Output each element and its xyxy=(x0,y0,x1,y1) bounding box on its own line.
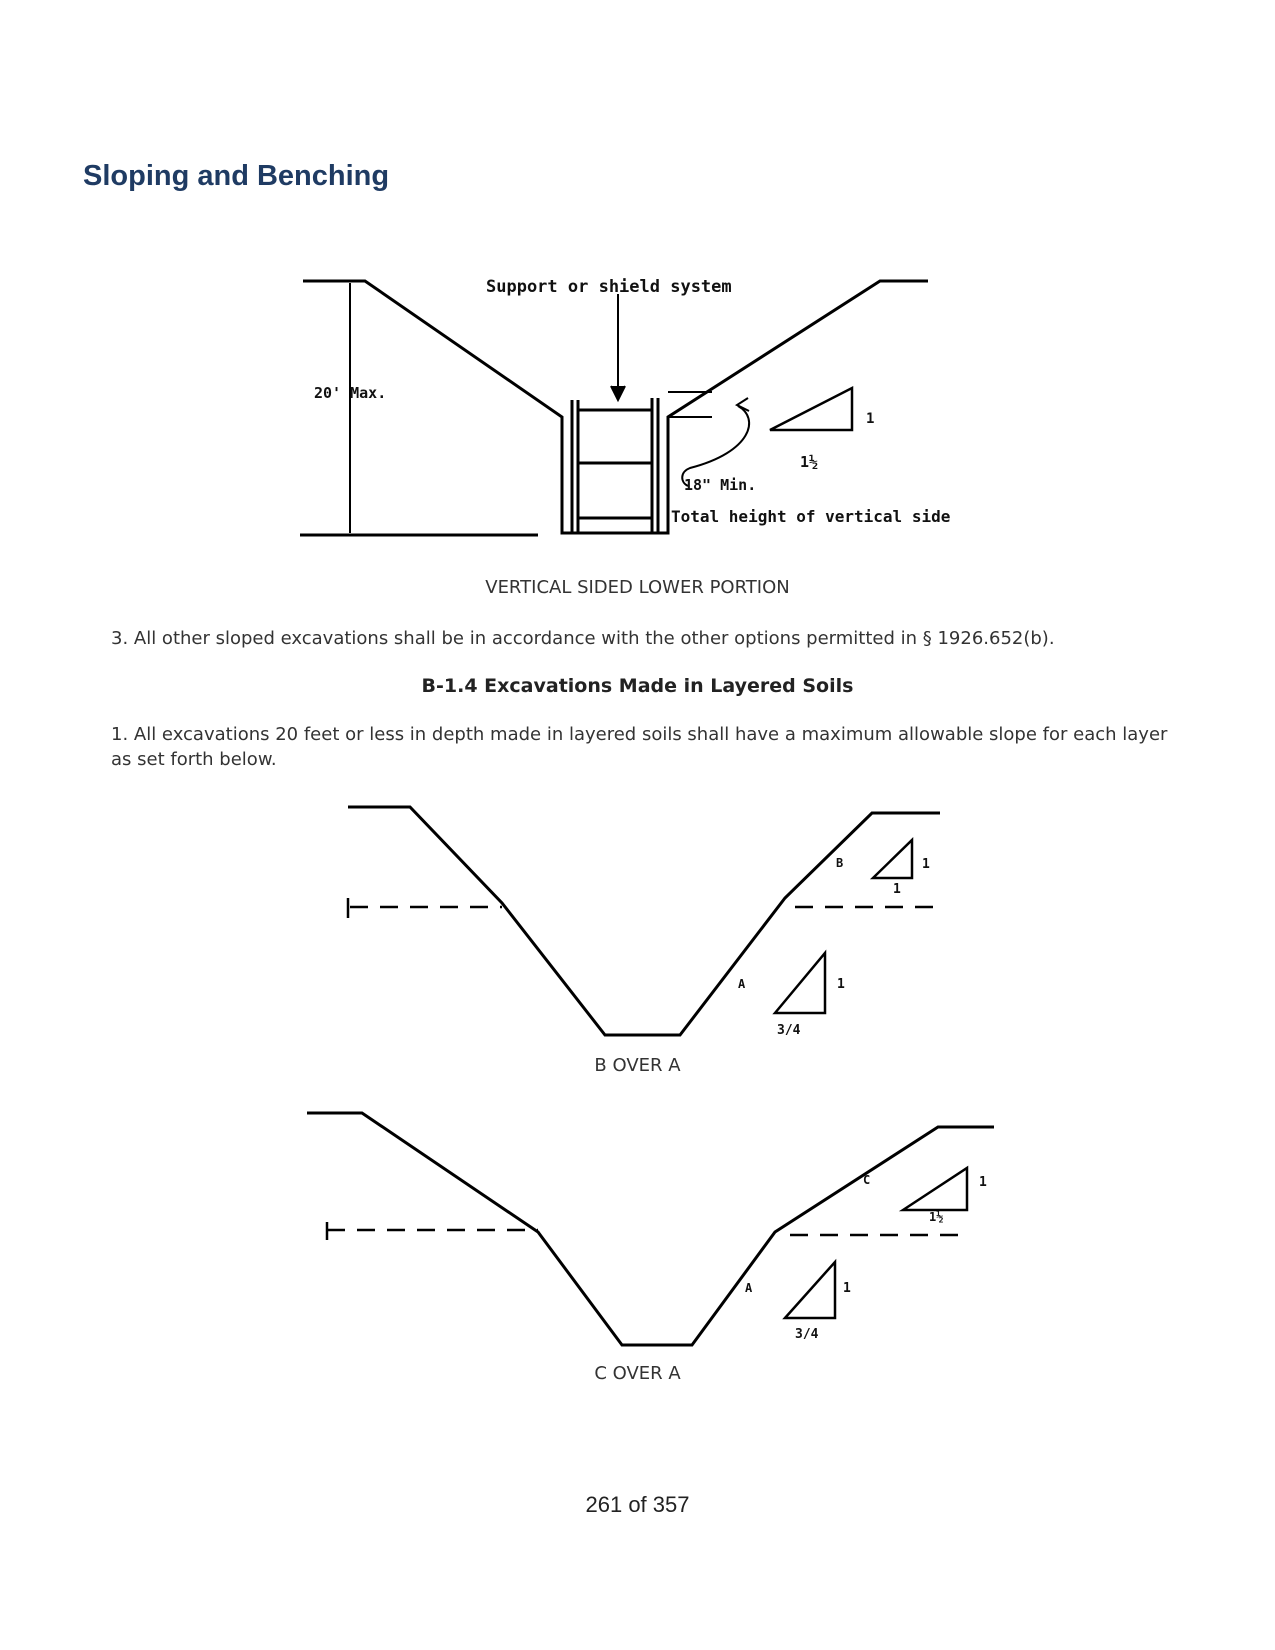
support-label: Support or shield system xyxy=(486,277,732,297)
layer-label-a-fig2: A xyxy=(738,977,746,991)
layer-label-b: B xyxy=(836,856,844,870)
page-title: Sloping and Benching xyxy=(83,160,390,192)
paragraph-3: 3. All other sloped excavations shall be in accordance with the other options permitted in § 1926.652(b). xyxy=(111,628,1055,649)
min-18-indicator xyxy=(668,392,749,525)
a-ratio-horizontal-fig3: 3/4 xyxy=(795,1327,819,1342)
figure2-caption: B OVER A xyxy=(594,1055,681,1076)
figure1-excavation-profile xyxy=(300,281,928,535)
figure3-excavation-profile xyxy=(307,1113,994,1345)
b-ratio-vertical: 1 xyxy=(922,857,930,872)
layer-label-a-fig3: A xyxy=(745,1281,753,1295)
ratio-triangle-1 xyxy=(770,388,852,430)
page-number: 261 of 357 xyxy=(585,1492,690,1517)
ratio-triangle-a-fig3 xyxy=(785,1262,835,1318)
ratio-triangle-c xyxy=(903,1168,967,1210)
paragraph-1: 1. All excavations 20 feet or less in depth made in layered soils shall have a maximum allowable slope for each layer as set forth below. xyxy=(111,724,1168,770)
figure1-caption: VERTICAL SIDED LOWER PORTION xyxy=(485,577,790,598)
c-ratio-horizontal: 1½ xyxy=(929,1210,944,1224)
a-ratio-horizontal-fig2: 3/4 xyxy=(777,1023,801,1038)
section-heading: B-1.4 Excavations Made in Layered Soils xyxy=(421,675,854,697)
ratio-vertical-fig1: 1 xyxy=(866,411,875,427)
min-label: 18" Min. xyxy=(684,476,757,494)
total-height-label: Total height of vertical side xyxy=(671,507,951,526)
shield-system xyxy=(572,398,658,533)
ratio-horizontal-fig1: 1½ xyxy=(800,453,819,471)
a-ratio-vertical-fig2: 1 xyxy=(837,977,845,992)
figure3-caption: C OVER A xyxy=(594,1363,681,1384)
figure3-layer-boundary xyxy=(327,1230,958,1235)
ratio-triangle-b xyxy=(873,840,912,878)
b-ratio-horizontal: 1 xyxy=(893,882,901,897)
height-label: 20' Max. xyxy=(314,384,387,402)
ratio-triangle-a-fig2 xyxy=(775,953,825,1013)
a-ratio-vertical-fig3: 1 xyxy=(843,1281,851,1296)
layer-label-c: C xyxy=(863,1173,871,1187)
figure2-excavation-profile xyxy=(348,807,940,1035)
support-arrow xyxy=(611,294,625,400)
c-ratio-vertical: 1 xyxy=(979,1175,987,1190)
